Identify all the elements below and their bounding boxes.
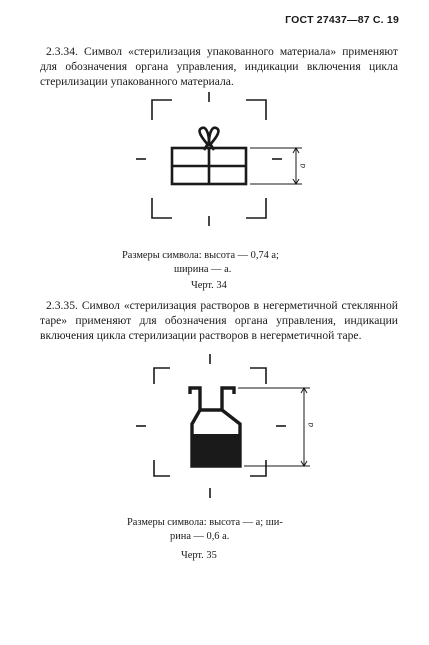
figure-35-caption-line2: рина — 0,6 a. (170, 531, 230, 542)
figure-35-caption-line1: Размеры символа: высота — a; ши- (127, 517, 283, 528)
dimension-label: a (297, 163, 307, 168)
corner-top-left (154, 368, 170, 384)
bottle-neck-outline (190, 388, 234, 410)
glass-bottle-symbol (190, 388, 240, 466)
dimension-label: a (305, 422, 315, 427)
figure-34-sterilization-packaged-material-symbol (150, 98, 320, 228)
figure-34-caption-line2: ширина — a. (174, 264, 232, 275)
package-symbol (172, 128, 246, 184)
corner-bottom-left (154, 460, 170, 476)
corner-bottom-right (246, 198, 266, 218)
dimension-line (250, 148, 302, 184)
section-text: Символ «стерилизация растворов в негерметичной стеклянной таре» применяют для обозначения органа управления, индикации включения цикла стерилизации растворов в негерметичной таре. (40, 299, 399, 342)
section-2-3-34-paragraph (40, 44, 398, 89)
corner-bottom-right (250, 460, 266, 476)
bottle-solution-fill (192, 434, 240, 466)
figure-34-label: Черт. 34 (191, 280, 227, 291)
figure-34-caption-line1: Размеры символа: высота — 0,74 a; (122, 250, 279, 261)
page-header: ГОСТ 27437—87 С. 19 (285, 14, 399, 26)
section-text: Символ «стерилизация упакованного материала» применяют для обозначения органа управления, индикации включения цикла стерилизации упакованного материала. (40, 45, 398, 88)
dimension-line (238, 388, 310, 466)
frame-corner-marks (136, 354, 286, 498)
section-number: 2.3.35. (46, 299, 78, 312)
corner-top-right (246, 100, 266, 120)
figure-35-sterilization-solutions-glass-symbol (138, 362, 338, 512)
section-number: 2.3.34. (46, 45, 78, 58)
corner-top-left (152, 100, 172, 120)
section-2-3-35-paragraph (40, 298, 398, 343)
corner-bottom-left (152, 198, 172, 218)
figure-35-label: Черт. 35 (181, 550, 217, 561)
corner-top-right (250, 368, 266, 384)
